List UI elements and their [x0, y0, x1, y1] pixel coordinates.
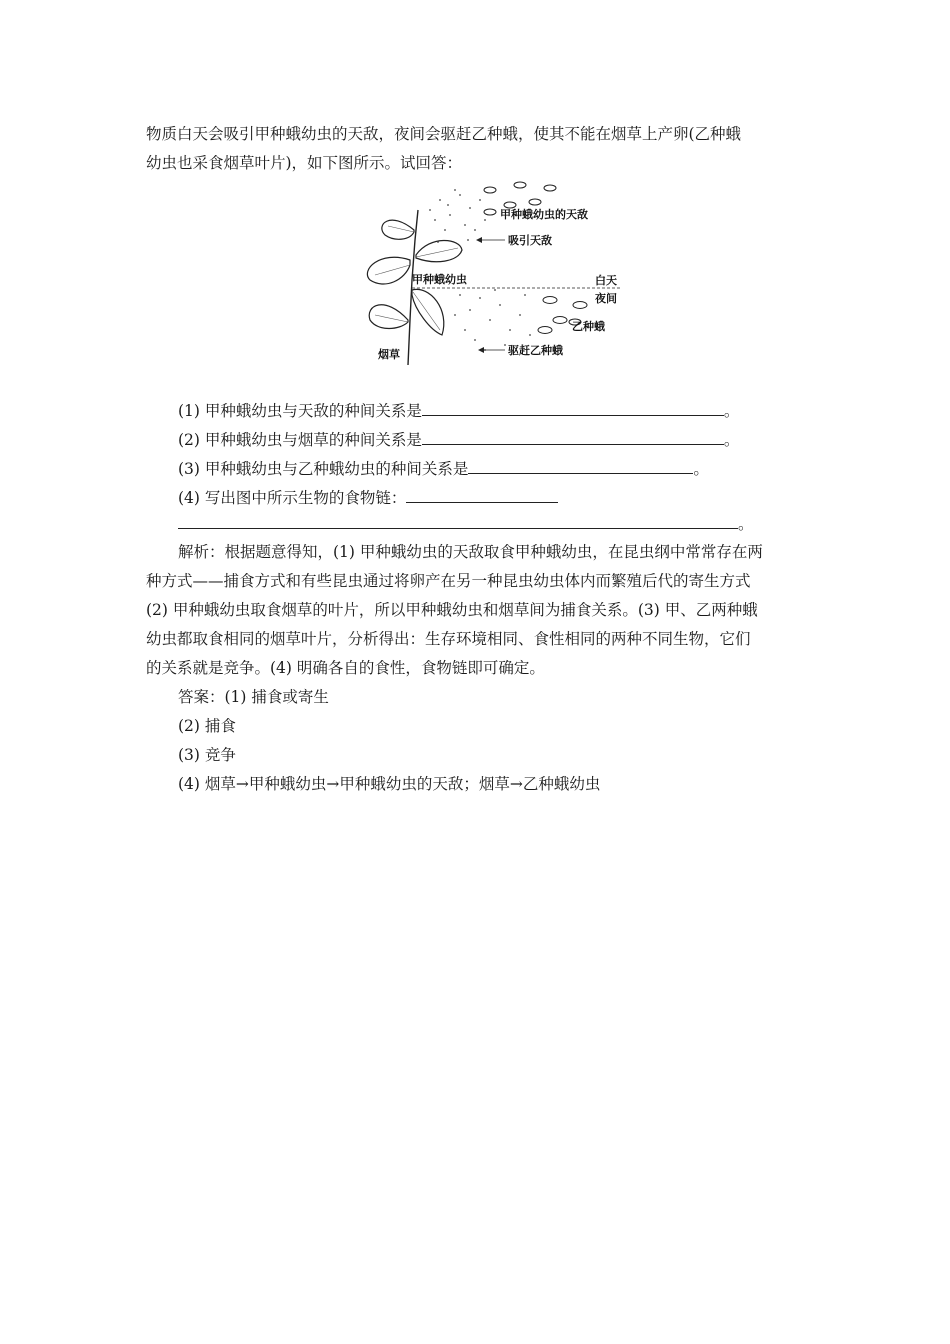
- answer-blank-1[interactable]: [422, 399, 724, 416]
- answer-blank-3[interactable]: [468, 457, 693, 474]
- question-2-text: (2) 甲种蛾幼虫与烟草的种间关系是: [178, 431, 422, 449]
- question-1-text: (1) 甲种蛾幼虫与天敌的种间关系是: [178, 402, 422, 420]
- answer-blank-4b[interactable]: [178, 512, 738, 529]
- answer-blank-2[interactable]: [422, 428, 724, 445]
- leaf-left-upper: [367, 257, 410, 284]
- analysis-line-2: 种方式——捕食方式和有些昆虫通过将卵产在另一种昆虫幼虫体内而繁殖后代的寄生方式: [146, 572, 751, 590]
- tobacco-moth-figure: [350, 170, 640, 370]
- question-3: [178, 457, 709, 479]
- analysis-line-1: 解析：根据题意得知，(1) 甲种蛾幼虫的天敌取食甲种蛾幼虫，在昆虫纲中常常存在两: [178, 543, 763, 561]
- attract-particles: [429, 189, 486, 243]
- label-enemy: 甲种蛾幼虫的天敌: [500, 208, 588, 221]
- answer-blank-4a[interactable]: [406, 486, 558, 503]
- analysis-line-3: (2) 甲种蛾幼虫取食烟草的叶片，所以甲种蛾幼虫和烟草间为捕食关系。(3) 甲、乙两种蛾: [146, 601, 758, 619]
- answer-1: 答案：(1) 捕食或寄生: [178, 688, 329, 706]
- label-night: 夜间: [595, 292, 617, 305]
- question-3-text: (3) 甲种蛾幼虫与乙种蛾幼虫的种间关系是: [178, 460, 469, 478]
- label-larva: 甲种蛾幼虫: [412, 273, 467, 286]
- question-1-end: 。: [723, 402, 740, 420]
- question-4: [178, 486, 558, 508]
- answer-3: (3) 竞争: [178, 746, 236, 764]
- intro-line-1: 物质白天会吸引甲种蛾幼虫的天敌，夜间会驱赶乙种蛾，使其不能在烟草上产卵(乙种蛾: [146, 125, 742, 143]
- repel-particles: [454, 289, 531, 351]
- question-2-end: 。: [723, 431, 740, 449]
- question-4-continued: [178, 512, 754, 534]
- leaf-left-top: [382, 220, 414, 239]
- intro-line-2: 幼虫也采食烟草叶片)，如下图所示。试回答：: [146, 154, 463, 172]
- label-repel: 驱赶乙种蛾: [508, 344, 563, 357]
- answer-4: (4) 烟草→甲种蛾幼虫→甲种蛾幼虫的天敌；烟草→乙种蛾幼虫: [178, 775, 601, 793]
- label-moth: 乙种蛾: [572, 320, 605, 333]
- label-tobacco: 烟草: [378, 348, 400, 361]
- question-4-end: 。: [738, 515, 754, 533]
- leaf-right-upper: [416, 240, 462, 261]
- question-4-text: (4) 写出图中所示生物的食物链：: [178, 489, 407, 507]
- answer-2: (2) 捕食: [178, 717, 236, 735]
- question-2: [178, 428, 739, 450]
- label-attract: 吸引天敌: [508, 234, 552, 247]
- leaf-left-lower: [369, 305, 408, 329]
- label-day: 白天: [595, 274, 617, 287]
- question-1: [178, 399, 739, 421]
- question-3-end: 。: [693, 460, 709, 478]
- analysis-line-5: 的关系就是竞争。(4) 明确各自的食性，食物链即可确定。: [146, 659, 545, 677]
- analysis-line-4: 幼虫都取食相同的烟草叶片，分析得出：生存环境相同、食性相同的两种不同生物，它们: [146, 630, 751, 648]
